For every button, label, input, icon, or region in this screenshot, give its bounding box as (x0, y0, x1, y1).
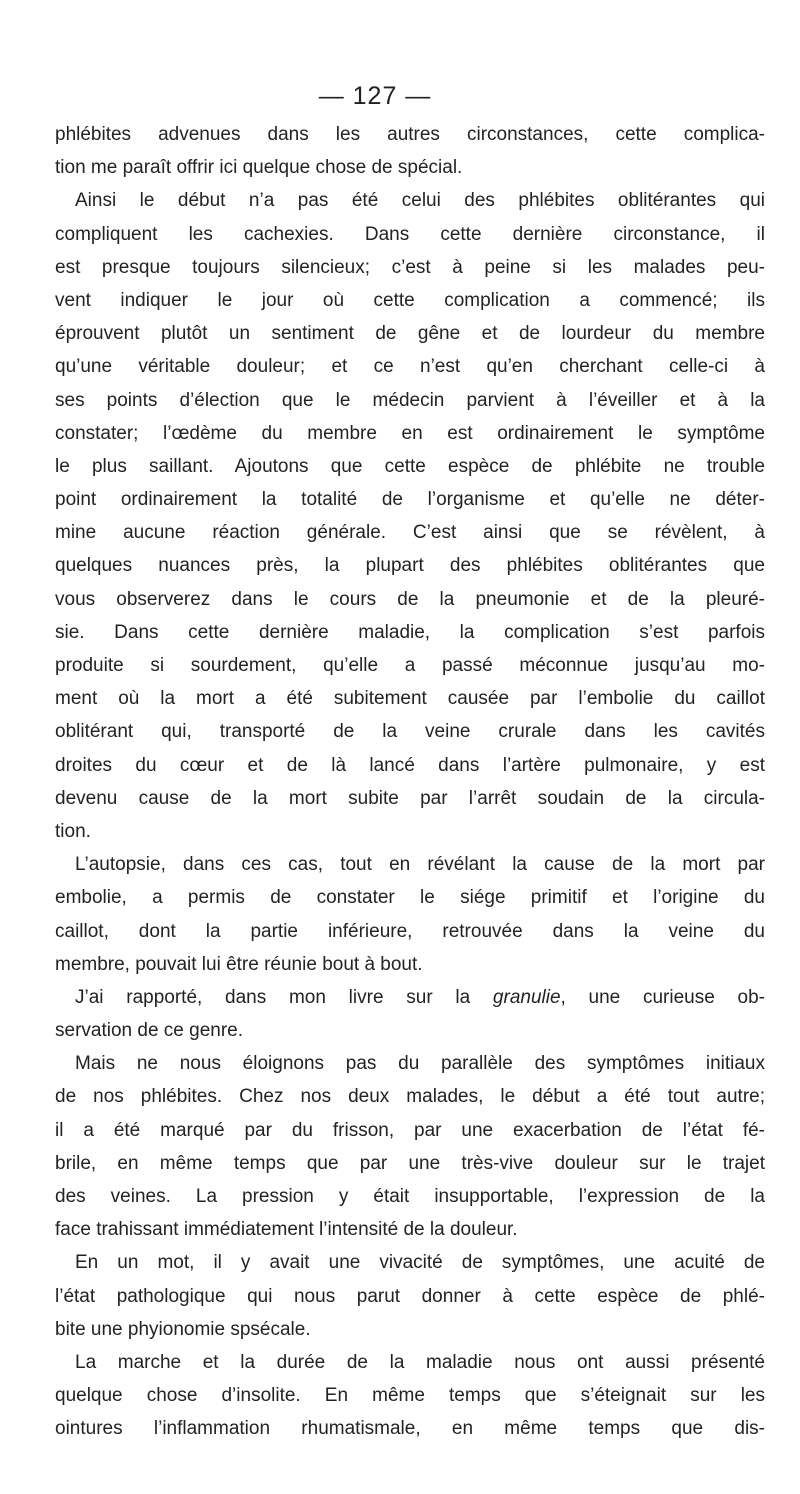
text-line: bite une phyionomie spsécale. (55, 1318, 311, 1340)
text-line: le plus saillant. Ajoutons que cette espèce de phlébite ne trouble (55, 455, 765, 477)
text-line: point ordinairement la totalité de l’organisme et qu’elle ne déter- (55, 489, 765, 511)
page-number: — 127 — (318, 82, 432, 110)
text-line: compliquent les cachexies. Dans cette dernière circonstance, il (55, 223, 765, 245)
text-line: tion me paraît offrir ici quelque chose de spécial. (55, 157, 463, 179)
text-line: mine aucune réaction générale. C’est ainsi que se révèlent, à (55, 522, 765, 544)
text-line: des veines. La pression y était insupportable, l’expression de la (55, 1186, 765, 1207)
text-line: quelque chose d’insolite. En même temps que s’éteignait sur les (55, 1385, 765, 1407)
text-line: ment où la mort a été subitement causée par l’embolie du caillot (55, 688, 765, 710)
paragraph (55, 981, 765, 1047)
text-line: L’autopsie, dans ces cas, tout en révélant la cause de la mort par (75, 854, 765, 876)
text-line: est presque toujours silencieux; c’est à peine si les malades peu- (55, 256, 765, 278)
text-line: En un mot, il y avait une vivacité de symptômes, une acuité de (75, 1252, 765, 1274)
text-line: La marche et la durée de la maladie nous ont aussi présenté (75, 1351, 765, 1373)
text-line: il a été marqué par du frisson, par une exacerbation de l’état fé- (55, 1119, 765, 1141)
text-line: embolie, a permis de constater le siége primitif et l’origine du (55, 887, 765, 909)
text-line: Ainsi le début n’a pas été celui des phlébites oblitérantes qui (75, 190, 765, 212)
text-line: quelques nuances près, la plupart des phlébites oblitérantes que (55, 555, 765, 577)
text-line: brile, en même temps que par une très-vive douleur sur le trajet (55, 1152, 765, 1174)
paragraph (55, 1246, 765, 1346)
text-line: vent indiquer le jour où cette complication a commencé; ils (55, 289, 765, 311)
text-line: ointures l’inflammation rhumatismale, en même temps que dis- (55, 1418, 765, 1440)
text-line-with-emphasis: J’ai rapporté, dans mon livre sur la granulie, une curieuse ob- (75, 986, 765, 1008)
paragraph (55, 1346, 765, 1446)
text-line: de nos phlébites. Chez nos deux malades, le début a été tout autre; (55, 1086, 765, 1108)
paragraph (55, 848, 765, 981)
text-line: constater; l’œdème du membre en est ordinairement le symptôme (55, 422, 765, 444)
text-line: servation de ce genre. (55, 1020, 244, 1042)
text-line: l’état pathologique qui nous parut donner à cette espèce de phlé- (55, 1285, 765, 1307)
text-line: sie. Dans cette dernière maladie, la complication s’est parfois (55, 621, 765, 643)
emphasized-word: granulie (492, 986, 561, 1008)
text-line: droites du cœur et de là lancé dans l’artère pulmonaire, y est (55, 754, 765, 776)
paragraph (55, 1047, 765, 1246)
text-line: membre, pouvait lui être réunie bout à bout. (55, 953, 423, 975)
text-line: vous observerez dans le cours de la pneumonie et de la pleuré- (55, 588, 765, 610)
text-line: caillot, dont la partie inférieure, retrouvée dans la veine du (55, 920, 765, 942)
text-line: qu’une véritable douleur; et ce n’est qu’en cherchant celle-ci à (55, 356, 765, 378)
text-line: phlébites advenues dans les autres circonstances, cette complica- (55, 124, 765, 145)
text-line: ses points d’élection que le médecin parvient à l’éveiller et à la (55, 389, 765, 411)
paragraph (55, 184, 765, 848)
text-line: éprouvent plutôt un sentiment de gêne et de lourdeur du membre (55, 323, 765, 345)
paragraph (55, 118, 765, 184)
text-line: Mais ne nous éloignons pas du parallèle des symptômes initiaux (75, 1053, 765, 1075)
text-line: oblitérant qui, transporté de la veine crurale dans les cavités (55, 721, 765, 743)
text-line: devenu cause de la mort subite par l’arrêt soudain de la circula- (55, 787, 765, 809)
text-line: tion. (55, 820, 91, 842)
text-line: produite si sourdement, qu’elle a passé méconnue jusqu’au mo- (55, 655, 765, 676)
text-line: face trahissant immédiatement l’intensité de la douleur. (55, 1219, 518, 1241)
body-text (55, 118, 765, 1446)
